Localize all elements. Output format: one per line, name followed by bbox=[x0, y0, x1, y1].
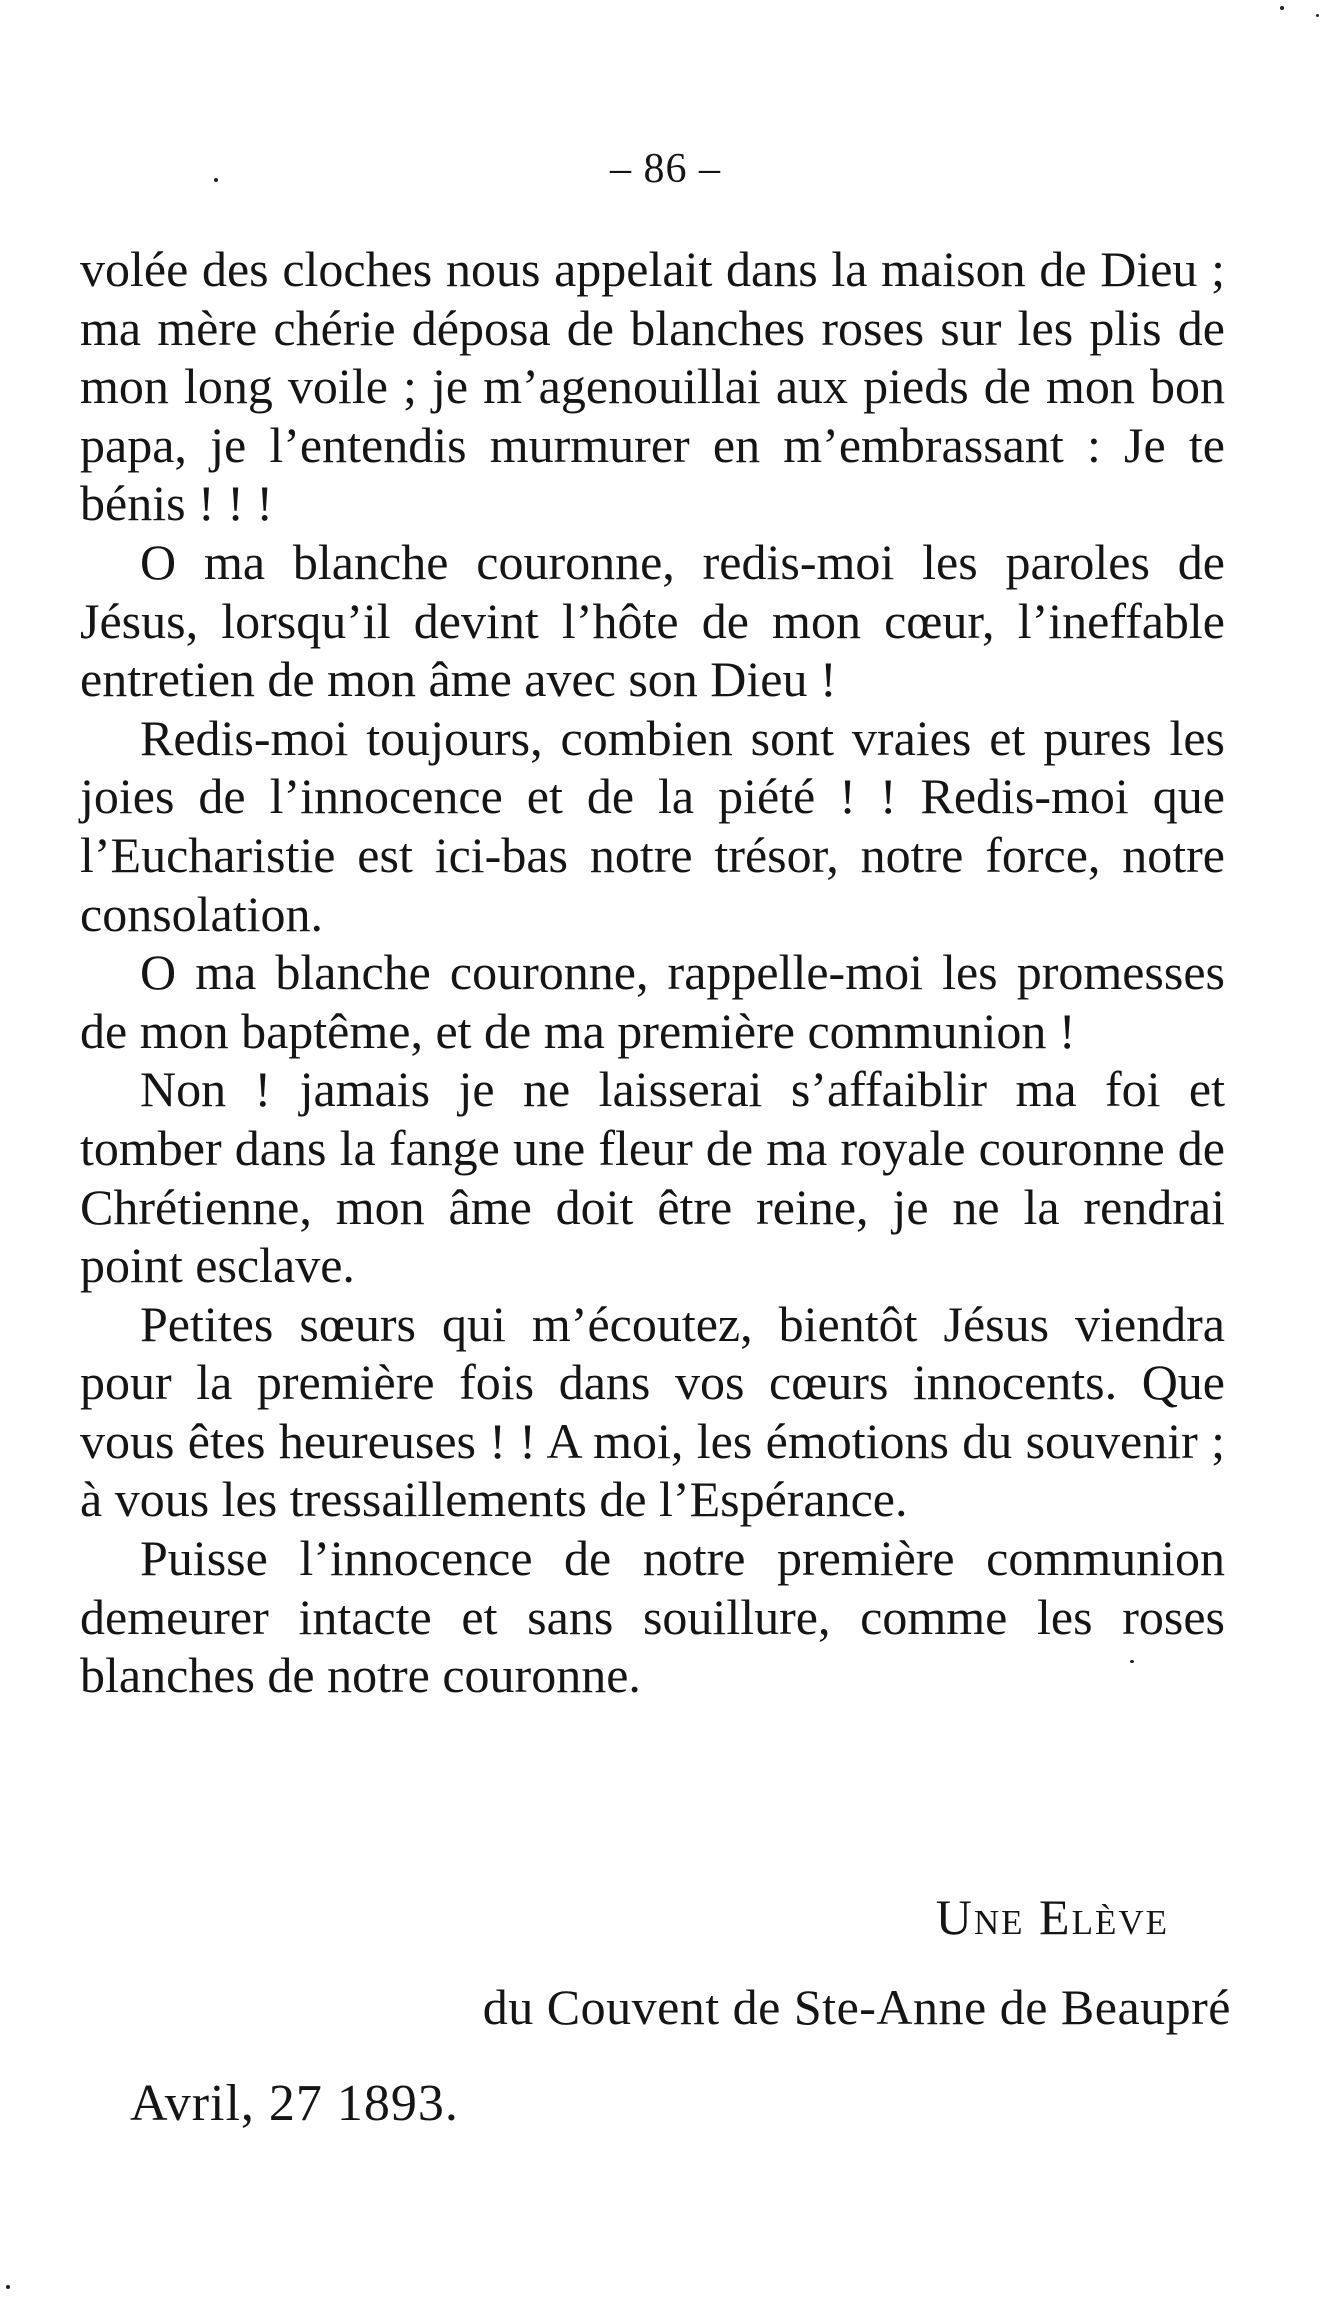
signature-place: du Couvent de Ste-Anne de Beaupré bbox=[482, 1979, 1231, 2035]
scan-speck bbox=[214, 178, 218, 182]
scan-speck bbox=[1316, 14, 1319, 17]
paragraph: O ma blanche couronne, rappelle-moi les promesses de mon baptême, et de ma première communion ! bbox=[80, 944, 1225, 1059]
paragraph: Petites sœurs qui m’écoutez, bientôt Jésus viendra pour la première fois dans vos cœurs innocents. Que vous êtes heureuses ! ! A moi, les émotions du souvenir ; à vous les tressaillements de l’Espérance. bbox=[80, 1295, 1225, 1528]
paragraph: Redis-moi toujours, combien sont vraies et pures les joies de l’innocence et de la piété ! ! Redis-moi que l’Eucharistie est ici-bas notre trésor, notre force, notre consolation. bbox=[80, 709, 1225, 942]
scan-speck bbox=[6, 2285, 10, 2289]
scan-speck bbox=[1280, 6, 1284, 10]
paragraph: Puisse l’innocence de notre première communion demeurer intacte et sans souillure, comme les roses blanches de notre couronne. bbox=[80, 1530, 1225, 1704]
signature-date: Avril, 27 1893. bbox=[130, 2075, 459, 2132]
scan-speck bbox=[1130, 1660, 1134, 1663]
paragraph: volée des cloches nous appelait dans la maison de Dieu ; ma mère chérie déposa de blanches roses sur les plis de mon long voile ; je m’agenouillai aux pieds de mon bon papa, je l’entendis murmurer en m’embrassant : Je te bénis ! ! ! bbox=[80, 241, 1225, 532]
signature-name: Une Elève bbox=[935, 1889, 1169, 1945]
body-text bbox=[80, 240, 1225, 1705]
paragraph: O ma blanche couronne, redis-moi les paroles de Jésus, lorsqu’il devint l’hôte de mon cœur, l’ineffable entretien de mon âme avec son Dieu ! bbox=[80, 533, 1225, 708]
paragraph: Non ! jamais je ne laisserai s’affaiblir ma foi et tomber dans la fange une fleur de ma royale couronne de Chrétienne, mon âme doit être reine, je ne la rendrai point esclave. bbox=[80, 1061, 1225, 1294]
page-number: – 86 – bbox=[610, 146, 721, 192]
